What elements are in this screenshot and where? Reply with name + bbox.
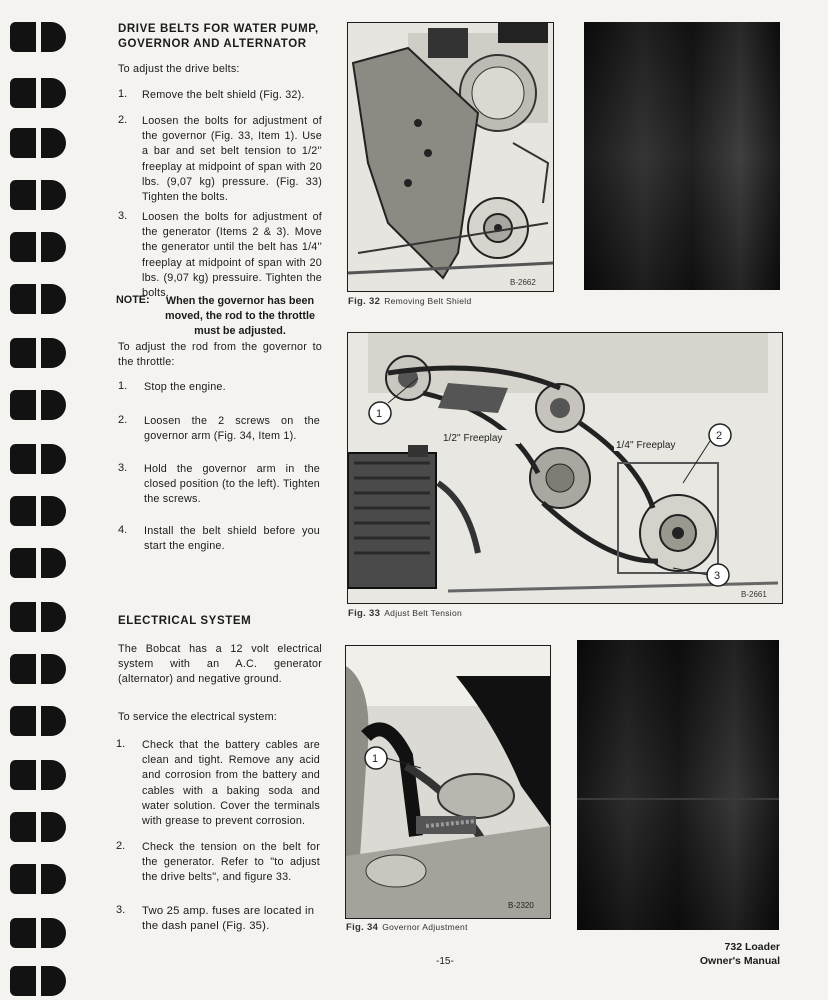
step-loosen-screws: Loosen the 2 screws on the governor arm (Fig. 34, Item 1). bbox=[144, 415, 320, 443]
callout-2: 2 bbox=[716, 430, 723, 442]
callout-3: 3 bbox=[714, 570, 721, 582]
step-fuses: Two 25 amp. fuses are located in the dash panel (Fig. 35). bbox=[142, 905, 315, 933]
dark-photo-bottom bbox=[577, 640, 779, 930]
step-number: 1. bbox=[116, 738, 126, 750]
dark-photo-top bbox=[584, 22, 780, 290]
figure-32-image bbox=[347, 22, 554, 292]
spiral-binding bbox=[0, 0, 74, 1000]
note-text: When the governor has been moved, the rod to the throttle must be adjusted. bbox=[165, 295, 315, 337]
step-hold-governor-arm: Hold the governor arm in the closed position (to the left). Tighten the screws. bbox=[144, 463, 320, 506]
figure-34-image bbox=[345, 645, 551, 919]
freeplay-quarter-label: 1/4'' Freeplay bbox=[616, 440, 676, 451]
step-number: 3. bbox=[118, 462, 128, 474]
step-number: 3. bbox=[116, 904, 126, 916]
callout-1: 1 bbox=[372, 753, 379, 765]
step-number: 2. bbox=[118, 114, 128, 126]
step-check-battery: Check that the battery cables are clean and tight. Remove any acid and corrosion from the battery and cables with a baking soda and water solution. Cover the terminals with grease to prevent corrosion. bbox=[142, 739, 320, 828]
step-loosen-generator: Loosen the bolts for adjustment of the generator (Items 2 & 3). Move the generator until the belt has 1/4'' freeplay at midpoint of span with 20 lbs. (9,07 kg) pressuire. Tighten the bolts. bbox=[142, 211, 322, 300]
page-number: -15- bbox=[436, 956, 454, 967]
step-stop-engine: Stop the engine. bbox=[144, 381, 226, 393]
step-number: 1. bbox=[118, 88, 128, 100]
electrical-intro: The Bobcat has a 12 volt electrical system with an A.C. generator (alternator) and negative ground. bbox=[118, 643, 322, 686]
rod-adjust-intro: To adjust the rod from the governor to the throttle: bbox=[118, 341, 322, 369]
step-check-belt: Check the tension on the belt for the generator. Refer to "to adjust the drive belts", and figure 33. bbox=[142, 841, 320, 884]
service-intro: To service the electrical system: bbox=[118, 711, 278, 723]
manual-footer: 732 Loader Owner's Manual bbox=[699, 941, 780, 967]
section-title-drive-belts: DRIVE BELTS FOR WATER PUMP, GOVERNOR AND ALTERNATOR bbox=[118, 23, 319, 50]
figure-32-caption: Fig. 32 Removing Belt Shield bbox=[348, 296, 472, 307]
step-number: 1. bbox=[118, 380, 128, 392]
figure-33-caption: Fig. 33 Adjust Belt Tension bbox=[348, 608, 463, 619]
callout-1: 1 bbox=[376, 408, 383, 420]
freeplay-half-label: 1/2'' Freeplay bbox=[443, 433, 503, 444]
step-number: 2. bbox=[116, 840, 126, 852]
step-loosen-governor: Loosen the bolts for adjustment of the governor (Fig. 33, Item 1). Use a bar and set belt tension to 1/2'' freeplay at midpoint of span with 20 lbs. (9,07 kg) pressure. (Fig. 33) Tighten the bolts. bbox=[142, 115, 322, 204]
drive-belts-intro: To adjust the drive belts: bbox=[118, 63, 240, 75]
figure-32-code: B-2662 bbox=[510, 278, 536, 287]
figure-34-code: B-2320 bbox=[508, 901, 534, 910]
step-number: 3. bbox=[118, 210, 128, 222]
step-number: 2. bbox=[118, 414, 128, 426]
step-install-shield: Install the belt shield before you start the engine. bbox=[144, 525, 320, 553]
step-remove-shield: Remove the belt shield (Fig. 32). bbox=[142, 89, 305, 101]
note-label: NOTE: bbox=[116, 294, 150, 306]
figure-34-caption: Fig. 34 Governor Adjustment bbox=[346, 922, 468, 933]
section-title-electrical: ELECTRICAL SYSTEM bbox=[118, 615, 252, 627]
figure-33-code: B-2661 bbox=[741, 590, 767, 599]
step-number: 4. bbox=[118, 524, 128, 536]
figure-33-image bbox=[347, 332, 783, 604]
